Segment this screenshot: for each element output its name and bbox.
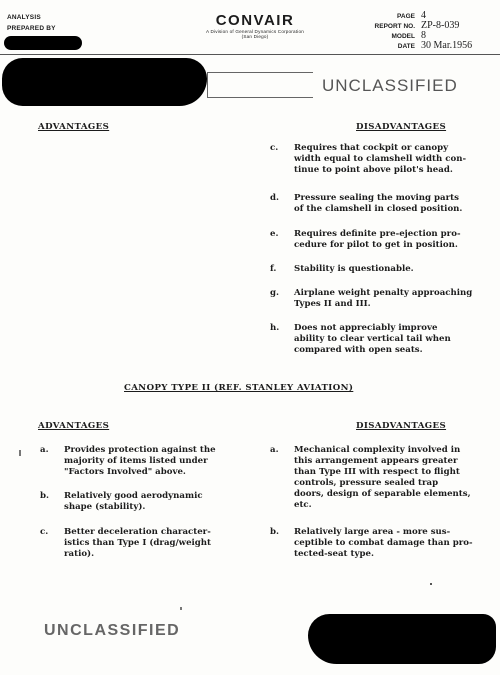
stamp-top-unclassified: UNCLASSIFIED bbox=[322, 76, 458, 95]
redaction-top bbox=[2, 58, 207, 106]
section2-disadv-a: a. Mechanical complexity involved in this arrangement appears greater than Type III with respect to flight controls, pressure sealed trap doors, design of separable elements, etc. bbox=[270, 445, 471, 510]
stamp-box-top bbox=[207, 72, 313, 98]
section1-disadv-e: e. Requires definite pre-ejection pro- cedure for pilot to get in position. bbox=[270, 229, 461, 250]
section2-adv-c: c. Better deceleration character- istics than Type I (drag/weight ratio). bbox=[40, 527, 212, 559]
section2-advantages-heading: ADVANTAGES bbox=[38, 421, 110, 431]
company-brand: CONVAIR bbox=[215, 12, 295, 29]
redaction-header-left bbox=[4, 36, 82, 50]
section2-adv-a: a. Provides protection against the majority of items listed under "Factors Involved" above. bbox=[40, 445, 216, 477]
redaction-bottom bbox=[308, 614, 496, 664]
section1-disadv-d: d. Pressure sealing the moving parts of the clamshell in closed position. bbox=[270, 193, 463, 214]
speck bbox=[19, 450, 21, 456]
section2-title: CANOPY TYPE II (REF. STANLEY AVIATION) bbox=[124, 383, 354, 393]
section2-disadv-b: b. Relatively large area - more sus- ceptible to combat damage than pro- tected-seat type. bbox=[270, 527, 473, 559]
section1-disadv-g: g. Airplane weight penalty approaching Types II and III. bbox=[270, 288, 473, 309]
report-fields bbox=[355, 10, 500, 50]
header-rule bbox=[0, 54, 500, 55]
field-page: PAGE 4 bbox=[397, 10, 426, 21]
field-date: DATE 30 Mar.1956 bbox=[397, 40, 473, 51]
section2-adv-b: b. Relatively good aerodynamic shape (stability). bbox=[40, 491, 203, 512]
company-header bbox=[165, 12, 345, 39]
division-line: A Division of General Dynamics Corporation bbox=[205, 29, 305, 34]
location-line: (San Diego) bbox=[241, 34, 269, 39]
analysis-label: ANALYSIS bbox=[7, 14, 41, 21]
section2-disadvantages-heading: DISADVANTAGES bbox=[356, 421, 447, 431]
section1-advantages-heading: ADVANTAGES bbox=[38, 122, 110, 132]
section1-disadvantages-heading: DISADVANTAGES bbox=[356, 122, 447, 132]
field-model: MODEL 8 bbox=[391, 30, 426, 41]
speck bbox=[180, 607, 182, 610]
field-report-no: REPORT NO. ZP-8-039 bbox=[374, 20, 460, 31]
section1-disadv-c: c. Requires that cockpit or canopy width equal to clamshell width con- tinue to point above pilot's head. bbox=[270, 143, 467, 175]
prepared-by-label: PREPARED BY bbox=[7, 25, 56, 32]
stamp-bottom-unclassified: UNCLASSIFIED bbox=[44, 622, 181, 639]
section1-disadv-f: f. Stability is questionable. bbox=[270, 264, 414, 274]
speck bbox=[430, 583, 432, 585]
section1-disadv-h: h. Does not appreciably improve ability to clear vertical tail when compared with open seats. bbox=[270, 323, 451, 355]
